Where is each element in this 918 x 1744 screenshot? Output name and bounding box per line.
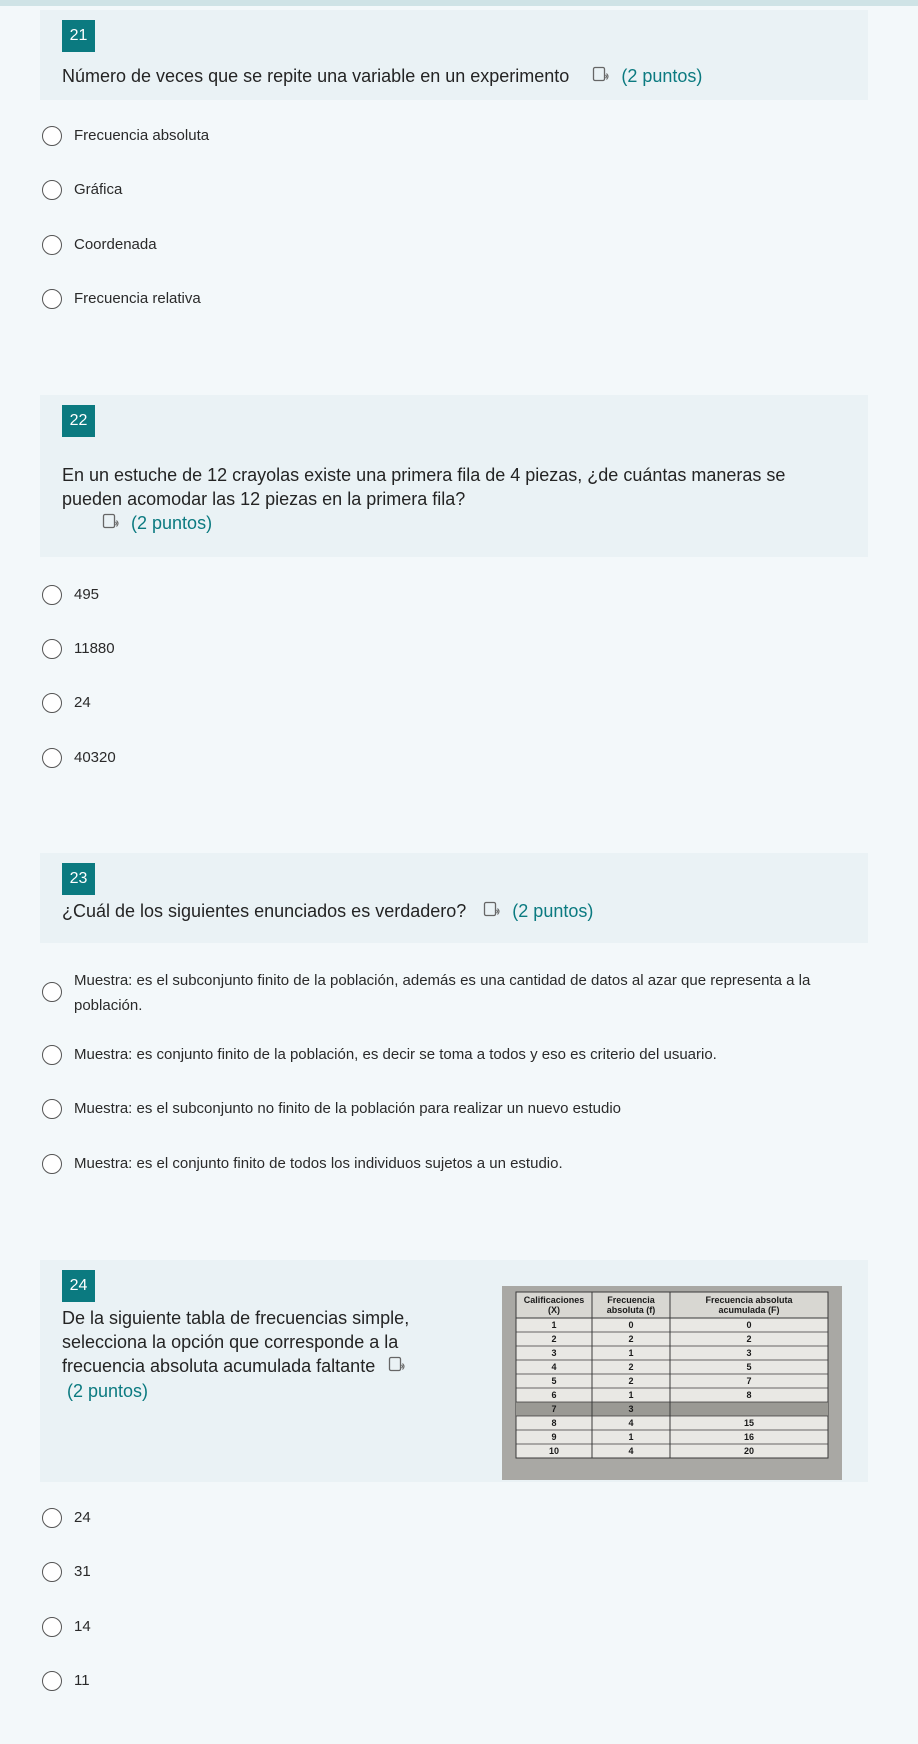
table-cell: 6 bbox=[551, 1390, 557, 1400]
option-muestra-c[interactable]: Muestra: es el subconjunto no finito de la población para realizar un nuevo estudio bbox=[42, 1097, 621, 1121]
radio-button[interactable] bbox=[42, 180, 62, 200]
question-points: (2 puntos) bbox=[512, 901, 594, 921]
table-cell: 20 bbox=[743, 1446, 755, 1456]
immersive-reader-icon[interactable] bbox=[102, 512, 120, 536]
table-cell: 3 bbox=[746, 1348, 752, 1358]
radio-button[interactable] bbox=[42, 1154, 62, 1174]
table-cell: 16 bbox=[743, 1432, 755, 1442]
option-frecuencia-absoluta[interactable]: Frecuencia absoluta bbox=[42, 124, 209, 148]
question-card-22 bbox=[40, 395, 868, 557]
radio-button[interactable] bbox=[42, 1508, 62, 1528]
table-cell: 4 bbox=[551, 1362, 557, 1372]
option-31[interactable]: 31 bbox=[42, 1560, 91, 1584]
option-frecuencia-relativa[interactable]: Frecuencia relativa bbox=[42, 287, 201, 311]
table-cell: 3 bbox=[628, 1404, 634, 1414]
table-cell: 1 bbox=[628, 1390, 634, 1400]
option-coordenada[interactable]: Coordenada bbox=[42, 233, 157, 257]
table-cell: 2 bbox=[628, 1362, 634, 1372]
question-text: De la siguiente tabla de frecuencias simple, selecciona la opción que corresponde a la frecuencia absoluta acumulada faltante (2 puntos) bbox=[62, 1308, 410, 1402]
table-cell: 3 bbox=[551, 1348, 557, 1358]
table-cell: 4 bbox=[628, 1446, 634, 1456]
table-cell: 4 bbox=[628, 1418, 634, 1428]
question-number: 21 bbox=[62, 20, 95, 52]
question-card-21 bbox=[40, 10, 868, 100]
frequency-table-image bbox=[502, 1286, 842, 1480]
table-cell: 1 bbox=[628, 1432, 634, 1442]
top-accent-bar bbox=[0, 0, 918, 6]
radio-button[interactable] bbox=[42, 1045, 62, 1065]
table-cell: 10 bbox=[548, 1446, 560, 1456]
table-header-text: Frecuencia absoluta bbox=[705, 1295, 793, 1305]
question-card-24 bbox=[40, 1260, 868, 1482]
table-cell: 2 bbox=[551, 1334, 557, 1344]
question-number: 23 bbox=[62, 863, 95, 895]
immersive-reader-icon[interactable] bbox=[592, 65, 610, 89]
question-number: 24 bbox=[62, 1270, 95, 1302]
radio-button[interactable] bbox=[42, 1099, 62, 1119]
table-cell: 8 bbox=[746, 1390, 752, 1400]
option-muestra-d[interactable]: Muestra: es el conjunto finito de todos los individuos sujetos a un estudio. bbox=[42, 1152, 563, 1176]
table-cell: 1 bbox=[628, 1348, 634, 1358]
table-cell: 8 bbox=[551, 1418, 557, 1428]
radio-button[interactable] bbox=[42, 1617, 62, 1637]
table-cell: 1 bbox=[551, 1320, 557, 1330]
radio-button[interactable] bbox=[42, 982, 62, 1002]
radio-button[interactable] bbox=[42, 748, 62, 768]
frequency-table bbox=[502, 1286, 842, 1480]
table-header-text: absoluta (f) bbox=[606, 1305, 656, 1315]
table-cell: 5 bbox=[551, 1376, 557, 1386]
table-cell: 2 bbox=[628, 1334, 634, 1344]
table-cell: 9 bbox=[551, 1432, 557, 1442]
missing-row-highlight bbox=[516, 1402, 828, 1416]
option-495[interactable]: 495 bbox=[42, 583, 99, 607]
radio-button[interactable] bbox=[42, 235, 62, 255]
table-header-text: acumulada (F) bbox=[718, 1305, 780, 1315]
radio-button[interactable] bbox=[42, 585, 62, 605]
table-cell: 5 bbox=[746, 1362, 752, 1372]
question-card-23 bbox=[40, 853, 868, 943]
table-cell: 7 bbox=[746, 1376, 752, 1386]
option-24[interactable]: 24 bbox=[42, 1506, 91, 1530]
radio-button[interactable] bbox=[42, 693, 62, 713]
option-11880[interactable]: 11880 bbox=[42, 637, 115, 661]
option-muestra-b[interactable]: Muestra: es conjunto finito de la población, es decir se toma a todos y eso es criterio del usuario. bbox=[42, 1043, 717, 1067]
table-header-text: Calificaciones bbox=[523, 1295, 585, 1305]
question-text: ¿Cuál de los siguientes enunciados es verdadero? (2 puntos) bbox=[62, 899, 593, 924]
question-text: Número de veces que se repite una variable en un experimento (2 puntos) bbox=[62, 64, 702, 89]
option-24[interactable]: 24 bbox=[42, 691, 91, 715]
immersive-reader-icon[interactable] bbox=[388, 1355, 406, 1379]
radio-button[interactable] bbox=[42, 1562, 62, 1582]
table-cell: 2 bbox=[628, 1376, 634, 1386]
table-header-text: Frecuencia bbox=[607, 1295, 655, 1305]
table-cell: 0 bbox=[628, 1320, 634, 1330]
question-points: (2 puntos) bbox=[67, 1381, 149, 1402]
option-11[interactable]: 11 bbox=[42, 1669, 90, 1693]
table-cell: 2 bbox=[746, 1334, 752, 1344]
table-cell: 0 bbox=[746, 1320, 752, 1330]
radio-button[interactable] bbox=[42, 1671, 62, 1691]
table-header-text: (X) bbox=[548, 1305, 560, 1315]
table-cell: 15 bbox=[743, 1418, 755, 1428]
question-points: (2 puntos) bbox=[131, 513, 213, 533]
question-points: (2 puntos) bbox=[621, 66, 703, 86]
option-grafica[interactable]: Gráfica bbox=[42, 178, 122, 202]
radio-button[interactable] bbox=[42, 289, 62, 309]
immersive-reader-icon[interactable] bbox=[483, 900, 501, 924]
radio-button[interactable] bbox=[42, 126, 62, 146]
question-number: 22 bbox=[62, 405, 95, 437]
option-muestra-a[interactable]: Muestra: es el subconjunto finito de la población, además es una cantidad de datos al azar que representa a la población. bbox=[42, 968, 842, 1018]
question-text: En un estuche de 12 crayolas existe una primera fila de 4 piezas, ¿de cuántas maneras se pueden acomodar las 12 piezas en la primera fila? (2 puntos) bbox=[62, 463, 785, 536]
option-40320[interactable]: 40320 bbox=[42, 746, 116, 770]
table-cell: 7 bbox=[551, 1404, 557, 1414]
radio-button[interactable] bbox=[42, 639, 62, 659]
option-14[interactable]: 14 bbox=[42, 1615, 91, 1639]
